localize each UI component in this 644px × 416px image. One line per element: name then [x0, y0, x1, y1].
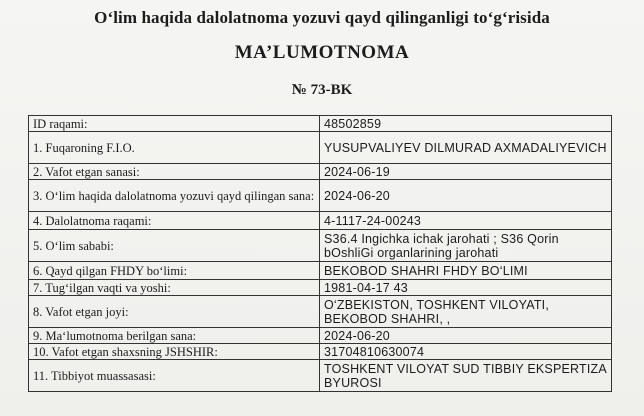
document-title: MA’LUMOTNOMA	[234, 42, 410, 63]
document-subtitle: O‘lim haqida dalolatnoma yozuvi qayd qilinganligi to‘g‘risida	[94, 8, 550, 27]
table-row-fio	[29, 132, 612, 164]
row-value: S36.4 Ingichka ichak jarohati ; S36 Qorin bOshliGi organlarining jarohati	[320, 230, 612, 262]
table-row-cause	[29, 230, 612, 262]
table-row-birth	[29, 280, 612, 296]
table-row-medical-institution	[29, 360, 612, 392]
row-label: 7. Tug‘ilgan vaqti va yoshi:	[29, 280, 320, 296]
document-number: № 73-BK	[291, 82, 353, 98]
row-value: 2024-06-20	[320, 180, 612, 212]
table-row-registry-office	[29, 262, 612, 280]
row-label: ID raqami:	[29, 116, 320, 132]
row-label: 11. Tibbiyot muassasasi:	[29, 360, 320, 392]
row-label: 9. Ma‘lumotnoma berilgan sana:	[29, 328, 320, 344]
row-value: 2024-06-19	[320, 164, 612, 180]
row-value: 4-1117-24-00243	[320, 212, 612, 230]
row-value: 31704810630074	[320, 344, 612, 360]
table-row-jshshir	[29, 344, 612, 360]
row-label: 6. Qayd qilgan FHDY bo‘limi:	[29, 262, 320, 280]
row-label: 3. O‘lim haqida dalolatnoma yozuvi qayd qilingan sana:	[29, 180, 320, 212]
table-row-death-place	[29, 296, 612, 328]
certificate-table	[28, 115, 612, 392]
table-row-issue-date	[29, 328, 612, 344]
row-label: 1. Fuqaroning F.I.O.	[29, 132, 320, 164]
row-value: O‘ZBEKISTON, TOSHKENT VILOYATI, BEKOBOD SHAHRI, ,	[320, 296, 612, 328]
row-label: 4. Dalolatnoma raqami:	[29, 212, 320, 230]
row-value: 2024-06-20	[320, 328, 612, 344]
row-value: BEKOBOD SHAHRI FHDY BO‘LIMI	[320, 262, 612, 280]
row-label: 5. O‘lim sababi:	[29, 230, 320, 262]
row-label: 8. Vafot etgan joyi:	[29, 296, 320, 328]
row-value: 48502859	[320, 116, 612, 132]
row-value: 1981-04-17 43	[320, 280, 612, 296]
table-row-death-date	[29, 164, 612, 180]
table-row-record-number	[29, 212, 612, 230]
row-value: TOSHKENT VILOYAT SUD TIBBIY EKSPERTIZA BYUROSI	[320, 360, 612, 392]
row-label: 2. Vafot etgan sanasi:	[29, 164, 320, 180]
row-label: 10. Vafot etgan shaxsning JSHSHIR:	[29, 344, 320, 360]
table-row-registration-date	[29, 180, 612, 212]
row-value: YUSUPVALIYEV DILMURAD AXMADALIYEVICH	[320, 132, 612, 164]
table-row-id	[29, 116, 612, 132]
